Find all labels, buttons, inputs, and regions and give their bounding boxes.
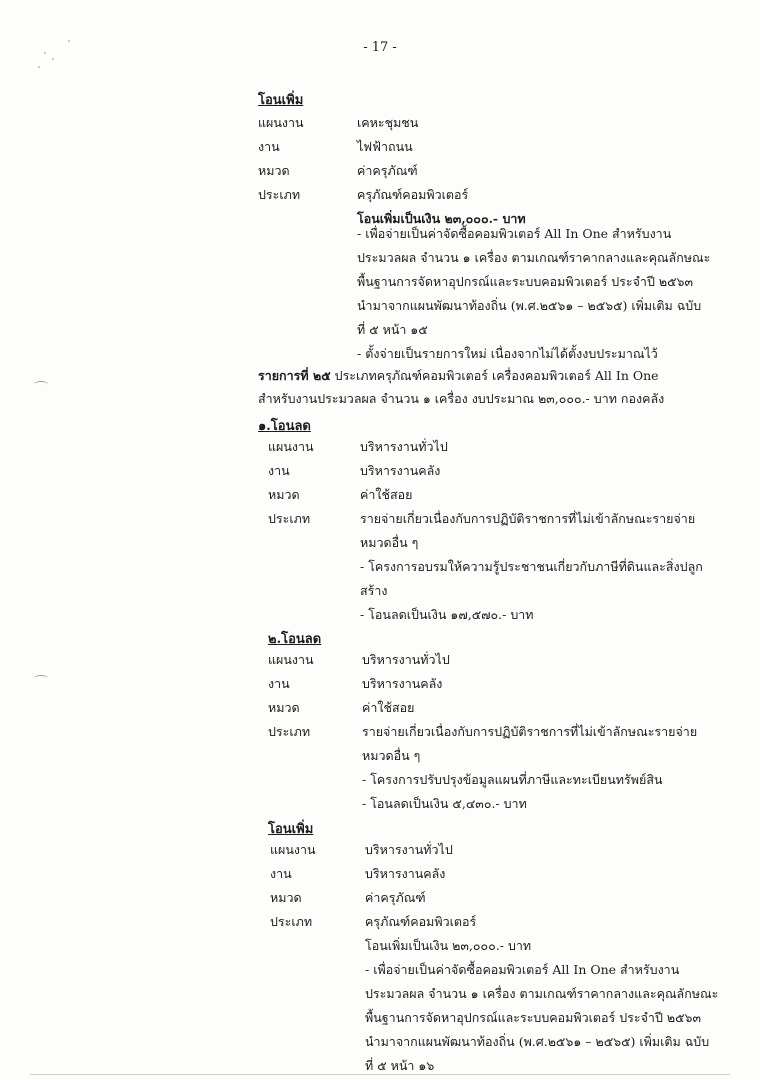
amount-line: - โอนลดเป็นเงิน ๕,๔๓๐.- บาท — [362, 796, 527, 811]
row-label: งาน — [270, 866, 292, 881]
row-label: แผนงาน — [270, 842, 316, 857]
item-text: ประเภทครุภัณฑ์คอมพิวเตอร์ เครื่องคอมพิวเตอร์ All In One — [330, 368, 659, 383]
row-value: ค่าใช้สอย — [360, 487, 413, 502]
scan-speck — [38, 66, 40, 68]
detail-line: - โครงการอบรมให้ความรู้ประชาชนเกี่ยวกับภาษีที่ดินและสิ่งปลูก — [360, 559, 703, 574]
row-label: ประเภท — [258, 187, 301, 202]
section-heading: ๒.โอนลด — [268, 632, 322, 647]
detail-line: ประมวลผล จำนวน ๑ เครื่อง ตามเกณฑ์ราคากลางและคุณลักษณะ — [365, 986, 719, 1001]
punch-hole-mark — [34, 675, 48, 682]
detail-line: - ตั้งจ่ายเป็นรายการใหม่ เนื่องจากไม่ได้ตั้งงบประมาณไว้ — [357, 346, 658, 361]
scan-speck — [44, 52, 46, 54]
amount-line: โอนเพิ่มเป็นเงิน ๒๓,๐๐๐.- บาท — [365, 938, 532, 953]
row-value: ค่าใช้สอย — [362, 700, 415, 715]
page-number: - 17 - — [363, 40, 397, 55]
section-heading: โอนเพิ่ม — [258, 93, 304, 108]
section-heading: ๑.โอนลด — [258, 419, 311, 434]
detail-line: - โครงการปรับปรุงข้อมูลแผนที่ภาษีและทะเบียนทรัพย์สิน — [362, 772, 663, 787]
row-value: บริหารงานทั่วไป — [362, 652, 450, 667]
item-number: รายการที่ ๒๕ — [258, 368, 331, 383]
detail-line: นำมาจากแผนพัฒนาท้องถิ่น (พ.ศ.๒๕๖๑ – ๒๕๖๕) เพิ่มเติม ฉบับ — [357, 298, 702, 313]
detail-line: - เพื่อจ่ายเป็นค่าจัดซื้อคอมพิวเตอร์ All In One สำหรับงาน — [357, 226, 672, 241]
scan-speck — [68, 40, 70, 42]
amount-line: - โอนลดเป็นเงิน ๑๗,๕๗๐.- บาท — [360, 607, 534, 622]
row-value: บริหารงานทั่วไป — [360, 439, 448, 454]
detail-line: ที่ ๕ หน้า ๑๕ — [357, 322, 428, 337]
row-value: รายจ่ายเกี่ยวเนื่องกับการปฏิบัติราชการที่ไม่เข้าลักษณะรายจ่าย — [362, 724, 698, 739]
punch-hole-mark — [34, 381, 48, 388]
row-value: บริหารงานทั่วไป — [365, 842, 453, 857]
row-label: ประเภท — [268, 511, 311, 526]
row-value: ค่าครุภัณฑ์ — [365, 890, 426, 905]
detail-line: พื้นฐานการจัดหาอุปกรณ์และระบบคอมพิวเตอร์ ประจำปี ๒๕๖๓ — [357, 274, 694, 289]
row-label: ประเภท — [270, 914, 313, 929]
detail-line: หมวดอื่น ๆ — [362, 748, 421, 763]
detail-line: ที่ ๕ หน้า ๑๖ — [365, 1058, 435, 1073]
item-description-line1 — [258, 366, 659, 386]
row-value: ค่าครุภัณฑ์ — [357, 163, 418, 178]
detail-line: - เพื่อจ่ายเป็นค่าจัดซื้อคอมพิวเตอร์ All In One สำหรับงาน — [365, 962, 680, 977]
row-label: หมวด — [270, 890, 302, 905]
row-value: บริหารงานคลัง — [362, 676, 443, 691]
row-label: แผนงาน — [268, 439, 314, 454]
row-value: ครุภัณฑ์คอมพิวเตอร์ — [365, 914, 477, 929]
row-label: หมวด — [258, 163, 290, 178]
scan-edge-line — [30, 1074, 730, 1075]
row-value: บริหารงานคลัง — [360, 463, 441, 478]
detail-line: ประมวลผล จำนวน ๑ เครื่อง ตามเกณฑ์ราคากลางและคุณลักษณะ — [357, 250, 711, 265]
detail-line: หมวดอื่น ๆ — [360, 535, 419, 550]
amount-line: โอนเพิ่มเป็นเงิน ๒๓,๐๐๐.- บาท — [357, 211, 526, 226]
section-heading: โอนเพิ่ม — [268, 822, 314, 837]
row-value: ครุภัณฑ์คอมพิวเตอร์ — [357, 187, 469, 202]
row-value: ไฟฟ้าถนน — [357, 139, 413, 154]
row-label: แผนงาน — [258, 115, 304, 130]
row-label: แผนงาน — [268, 652, 314, 667]
row-label: งาน — [268, 463, 290, 478]
detail-line: นำมาจากแผนพัฒนาท้องถิ่น (พ.ศ.๒๕๖๑ – ๒๕๖๕) เพิ่มเติม ฉบับ — [365, 1034, 710, 1049]
row-value: บริหารงานคลัง — [365, 866, 446, 881]
row-label: งาน — [258, 139, 280, 154]
row-label: หมวด — [268, 487, 300, 502]
row-label: ประเภท — [268, 724, 311, 739]
row-label: หมวด — [268, 700, 300, 715]
row-label: งาน — [268, 676, 290, 691]
detail-line: สร้าง — [360, 583, 388, 598]
scan-speck — [52, 58, 54, 60]
detail-line: พื้นฐานการจัดหาอุปกรณ์และระบบคอมพิวเตอร์ ประจำปี ๒๕๖๓ — [365, 1010, 702, 1025]
row-value: เคหะชุมชน — [357, 115, 419, 130]
row-value: รายจ่ายเกี่ยวเนื่องกับการปฏิบัติราชการที่ไม่เข้าลักษณะรายจ่าย — [360, 511, 696, 526]
item-description-line2: สำหรับงานประมวลผล จำนวน ๑ เครื่อง งบประมาณ ๒๓,๐๐๐.- บาท กองคลัง — [258, 391, 665, 406]
